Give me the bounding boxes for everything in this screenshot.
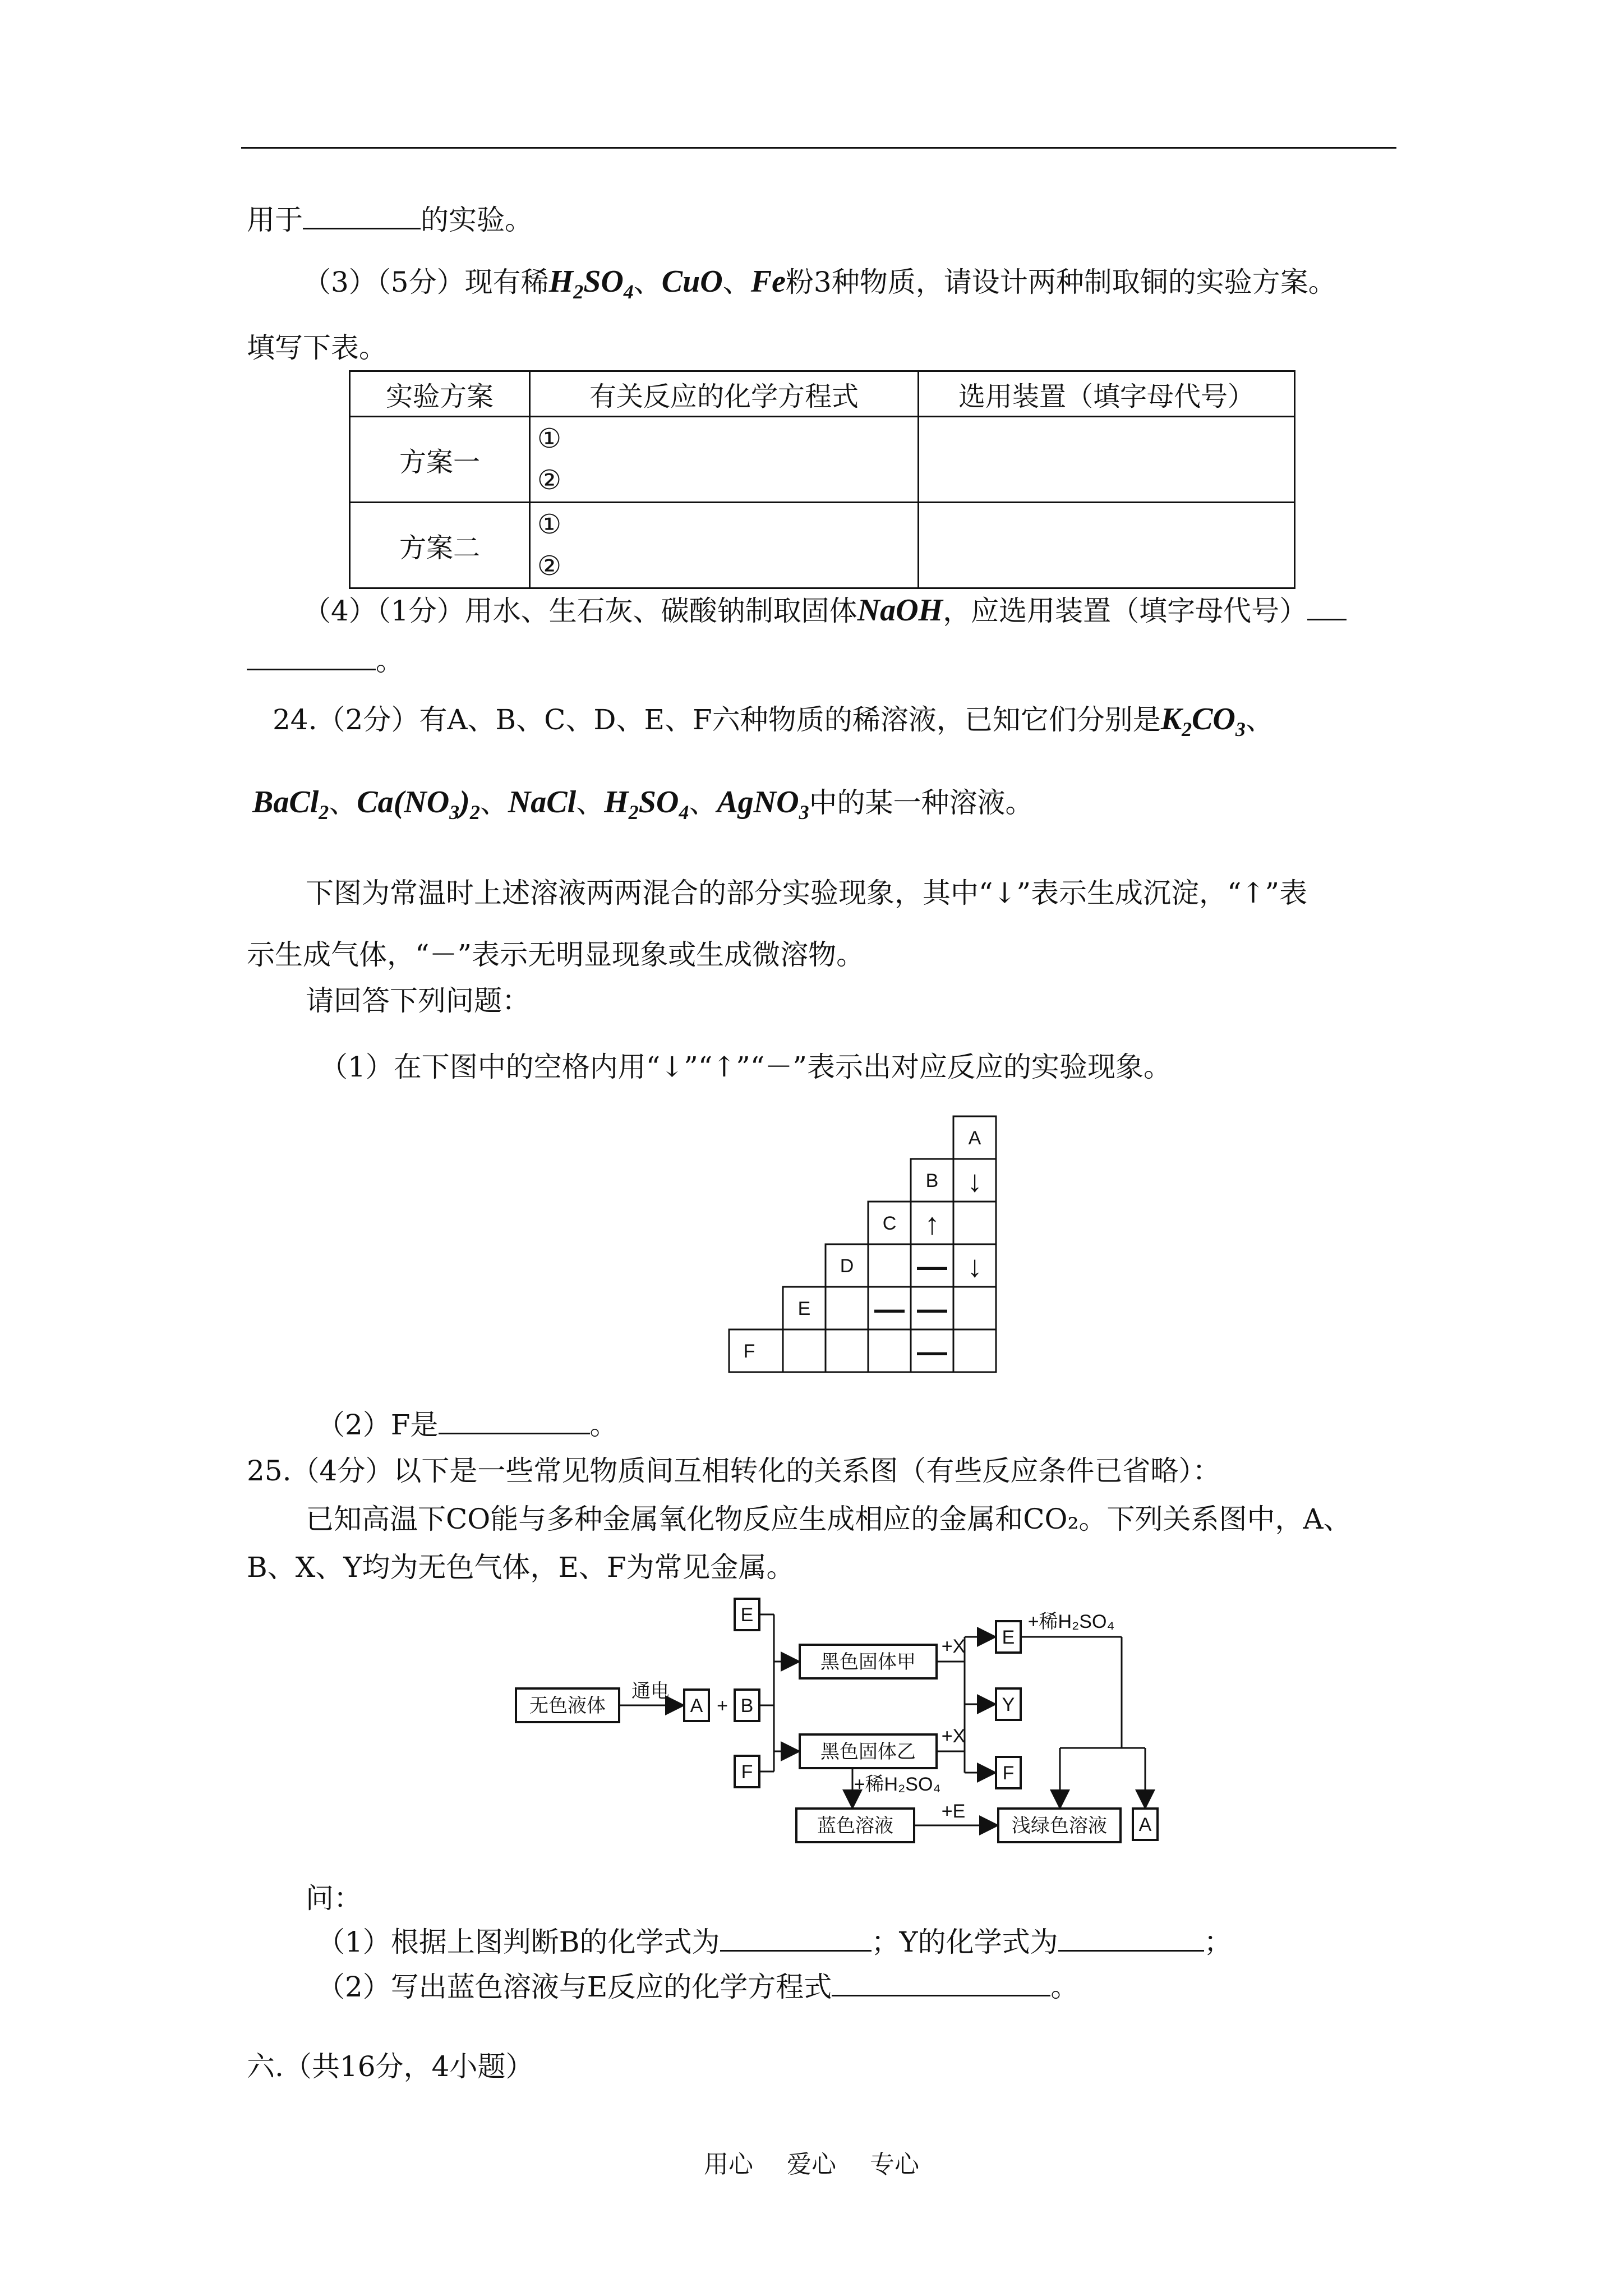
- flow-b: B: [740, 1695, 754, 1717]
- answer-blank: [1058, 1925, 1204, 1952]
- flow-f-product: F: [1002, 1763, 1015, 1784]
- flow-plus: +: [717, 1695, 728, 1717]
- answer-blank: [832, 1970, 1050, 1996]
- table-row: [350, 417, 1295, 503]
- q25-sub1: （1）根据上图判断B的化学式为 ；Y的化学式为 ；: [317, 1926, 1232, 1958]
- formula-agno3: AgNO$_3$: [717, 785, 809, 824]
- formula-fe: Fe: [750, 264, 786, 299]
- grid-label-f: F: [743, 1341, 755, 1362]
- grid-mark-bd: —: [917, 1250, 947, 1283]
- grid-mark-be: —: [917, 1292, 947, 1326]
- q25-sub2: （2）写出蓝色溶液与E反应的化学方程式 。: [317, 1971, 1079, 2003]
- formula-cuo: CuO: [661, 264, 723, 299]
- footer: 用心 爱心 专心: [704, 2150, 919, 2179]
- q23-4-line: （4）（1分）用水、生石灰、碳酸钠制取固体NaOH，应选用装置（填字母代号）: [303, 592, 1347, 629]
- device-cell[interactable]: [919, 503, 1295, 588]
- flow-y: Y: [1002, 1694, 1015, 1715]
- equation-cell[interactable]: ① ②: [530, 417, 919, 503]
- flow-solid1: 黑色固体甲: [820, 1651, 916, 1673]
- grid-label-d: D: [840, 1255, 854, 1277]
- q23-tail-prefix: 用于: [247, 204, 303, 236]
- q25-line2: 已知高温下CO能与多种金属氧化物反应生成相应的金属和CO₂。下列关系图中，A、: [306, 1503, 1352, 1535]
- q24-ask: 请回答下列问题：: [306, 984, 530, 1017]
- reaction-grid: [718, 1111, 998, 1391]
- table-row: [350, 503, 1295, 588]
- q24-desc2: 示生成气体，“－”表示无明显现象或生成微溶物。: [247, 938, 865, 971]
- q23-4-line2: 。: [247, 643, 404, 679]
- q23-tail-line: [247, 202, 533, 238]
- q23-tail-suffix: 的实验。: [421, 204, 533, 236]
- table-header: 选用装置（填字母代号）: [919, 371, 1295, 417]
- answer-blank: [247, 644, 376, 670]
- grid-label-a: A: [968, 1128, 981, 1149]
- table-header: 有关反应的化学方程式: [530, 371, 919, 417]
- flow-plusx-1: +X: [941, 1636, 966, 1657]
- flow-e: E: [740, 1604, 754, 1626]
- flow-green: 浅绿色溶液: [1012, 1815, 1107, 1837]
- flow-acid-2: +稀H₂SO₄: [854, 1774, 941, 1795]
- answer-blank: [720, 1925, 872, 1952]
- q23-3-rest: 粉3种物质，请设计两种制取铜的实验方案。: [785, 266, 1336, 298]
- plan-table: [349, 370, 1295, 589]
- device-cell[interactable]: [919, 417, 1295, 503]
- formula-nacl: NaCl: [508, 785, 577, 820]
- flow-a: A: [690, 1695, 703, 1717]
- answer-blank: [303, 203, 421, 229]
- flow-blue: 蓝色溶液: [817, 1815, 893, 1837]
- q23-3-line2: 填写下表。: [247, 332, 387, 364]
- flow-plusx-2: +X: [941, 1726, 966, 1747]
- grid-mark-ce: —: [874, 1292, 905, 1326]
- flow-acid-1: +稀H₂SO₄: [1027, 1611, 1115, 1632]
- q23-3-line: （3）（5分）现有稀$H_2SO_4$、CuO、Fe粉3种物质，请设计两种制取铜的实验方案。: [303, 264, 1336, 303]
- grid-mark-bf: —: [917, 1335, 947, 1369]
- q23-3-intro: （3）（5分）现有稀: [303, 266, 549, 298]
- plan-name: 方案二: [350, 503, 530, 588]
- flow-solid2: 黑色固体乙: [820, 1741, 916, 1763]
- q24-desc1: 下图为常温时上述溶液两两混合的部分实验现象，其中“↓”表示生成沉淀，“↑”表: [306, 877, 1308, 909]
- answer-blank: [439, 1408, 590, 1434]
- conversion-flowchart: [505, 1593, 1200, 1862]
- formula-cano3: $Ca(NO_3)_2$: [357, 785, 480, 824]
- plan-name: 方案一: [350, 417, 530, 503]
- grid-mark-bc: ↑: [924, 1207, 940, 1241]
- grid-label-c: C: [882, 1213, 897, 1234]
- formula-naoh: NaOH: [857, 593, 943, 628]
- flow-pluse: +E: [941, 1801, 966, 1822]
- q24-sub1: （1）在下图中的空格内用“↓”“↑”“－”表示出对应反应的实验现象。: [320, 1051, 1172, 1083]
- flow-liquid: 无色液体: [529, 1695, 606, 1717]
- q25-ask: 问：: [306, 1882, 362, 1915]
- table-header: 实验方案: [350, 371, 530, 417]
- q24-line1: 24.（2分）有A、B、C、D、E、F六种物质的稀溶液，已知它们分别是$K_2CO_3$、: [273, 702, 1274, 741]
- formula-bacl2: BaCl$_2$: [252, 785, 329, 824]
- flow-e-product: E: [1002, 1627, 1015, 1648]
- flow-a-product: A: [1138, 1814, 1152, 1835]
- formula-h2so4: $H_2SO_4$: [604, 785, 689, 824]
- section-six-heading: 六.（共16分，4小题）: [247, 2050, 534, 2083]
- q25-line1: 25.（4分）以下是一些常见物质间互相转化的关系图（有些反应条件已省略）：: [247, 1455, 1221, 1487]
- answer-blank: [1307, 594, 1347, 620]
- flow-electrolysis: 通电: [631, 1681, 670, 1702]
- formula-k2co3: $K_2CO_3$: [1160, 702, 1246, 741]
- flow-f: F: [741, 1761, 753, 1783]
- equation-cell[interactable]: ① ②: [530, 503, 919, 588]
- formula-h2so4: $H_2SO_4$: [548, 264, 634, 303]
- grid-mark-ad: ↓: [967, 1250, 983, 1283]
- header-rule: [241, 147, 1396, 149]
- grid-label-e: E: [797, 1298, 811, 1319]
- q25-line3: B、X、Y均为无色气体，E、F为常见金属。: [247, 1551, 795, 1584]
- grid-label-b: B: [925, 1170, 939, 1191]
- q24-sub2: （2）F是 。: [317, 1409, 618, 1441]
- q24-line2: BaCl$_2$、$Ca(NO_3)_2$、NaCl、$H_2SO_4$、AgNO$_3$中的某一种溶液。: [252, 785, 1034, 824]
- grid-mark-ab: ↓: [967, 1165, 983, 1198]
